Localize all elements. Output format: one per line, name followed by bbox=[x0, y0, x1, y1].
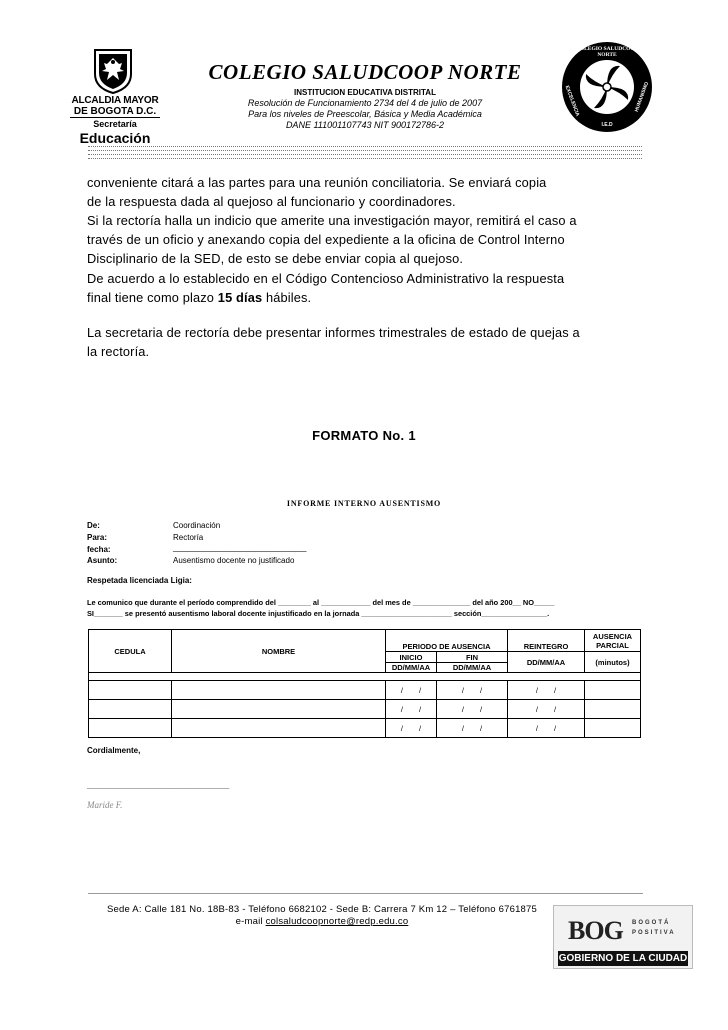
table-row bbox=[89, 681, 641, 700]
informe-title: INFORME INTERNO AUSENTISMO bbox=[286, 499, 442, 508]
alcaldia-line1: ALCALDIA MAYOR bbox=[71, 95, 159, 106]
resolution-line: Resolución de Funcionamiento 2734 del 4 de julio de 2007 bbox=[247, 98, 483, 108]
cedula-cell[interactable] bbox=[89, 700, 172, 719]
p3-line: La secretaria de rectoría debe presentar informes trimestrales de estado de quejas a bbox=[87, 325, 580, 340]
inicio-cell[interactable]: / / bbox=[386, 700, 437, 719]
header-ausencia: AUSENCIA PARCIAL bbox=[585, 630, 641, 652]
header-divider bbox=[88, 154, 642, 155]
header-fin-fmt: DD/MM/AA bbox=[437, 663, 508, 673]
seal-top-text: COLEGIO SALUDCOOP NORTE bbox=[575, 46, 639, 58]
header-fin: FIN bbox=[437, 652, 508, 663]
table-row bbox=[89, 700, 641, 719]
paragraph-3 bbox=[87, 323, 642, 361]
bogota-positiva-logo bbox=[553, 905, 693, 969]
fin-cell[interactable]: / / bbox=[437, 700, 508, 719]
asunto-label: Asunto: bbox=[87, 556, 118, 565]
header-minutos: (minutos) bbox=[585, 652, 641, 673]
reintegro-cell[interactable]: / / bbox=[508, 719, 585, 738]
fecha-label: fecha: bbox=[87, 545, 111, 554]
nombre-cell[interactable] bbox=[172, 700, 386, 719]
reintegro-cell[interactable]: / / bbox=[508, 681, 585, 700]
dane-line: DANE 111001107743 NIT 900172786-2 bbox=[285, 120, 445, 130]
cedula-cell[interactable] bbox=[89, 719, 172, 738]
asunto-value: Ausentismo docente no justificado bbox=[173, 556, 295, 565]
email-prefix: e-mail bbox=[235, 916, 266, 927]
fin-cell[interactable]: / / bbox=[437, 719, 508, 738]
positiva-text: POSITIVA bbox=[632, 930, 676, 936]
p1-line: Disciplinario de la SED, de esto se debe enviar copia al quejoso. bbox=[87, 251, 464, 266]
bog-wordmark: BOG bbox=[568, 916, 623, 945]
p2-line: De acuerdo a lo establecido en el Código Contencioso Administrativo la respuesta bbox=[87, 271, 565, 286]
signature-mark: Maride F. bbox=[87, 800, 123, 810]
seal-left-text: EXCELENCIA bbox=[563, 84, 581, 118]
coat-of-arms-logo bbox=[92, 48, 134, 94]
alcaldia-block bbox=[70, 95, 160, 146]
formato-title: FORMATO No. 1 bbox=[312, 428, 416, 443]
p3-line: la rectoría. bbox=[87, 344, 150, 359]
p2-text: final tiene como plazo bbox=[87, 290, 218, 305]
signature-line: ________________________________ bbox=[87, 781, 230, 790]
header-reintegro: REINTEGRO bbox=[508, 630, 585, 652]
p1-line: de la respuesta dada al quejoso al funcionario y coordinadores. bbox=[87, 194, 456, 209]
gobierno-banner: GOBIERNO DE LA CIUDAD bbox=[558, 953, 688, 964]
p1-line: Si la rectoría halla un indicio que amerite una investigación mayor, remitirá el caso a bbox=[87, 213, 577, 228]
paragraph-2 bbox=[87, 269, 642, 307]
header-inicio: INICIO bbox=[386, 652, 437, 663]
reintegro-cell[interactable]: / / bbox=[508, 700, 585, 719]
footer-address: Sede A: Calle 181 No. 18B-83 - Teléfono 6682102 - Sede B: Carrera 7 Km 12 – Teléfono 6761875 bbox=[107, 904, 537, 915]
p1-line: través de un oficio y anexando copia del expediente a la oficina de Control Interno bbox=[87, 232, 565, 247]
greeting: Respetada licenciada Ligia: bbox=[87, 576, 192, 585]
inicio-cell[interactable]: / / bbox=[386, 681, 437, 700]
ausencia-cell[interactable] bbox=[585, 719, 641, 738]
de-label: De: bbox=[87, 521, 100, 530]
school-title: COLEGIO SALUDCOOP NORTE bbox=[208, 60, 522, 84]
report-text-line2: SI_______ se presentó ausentismo laboral docente injustificado en la jornada ______________________ sección________________. bbox=[87, 609, 550, 618]
absence-table bbox=[88, 629, 641, 738]
inicio-cell[interactable]: / / bbox=[386, 719, 437, 738]
footer-email-line bbox=[87, 916, 557, 927]
report-text-line1: Le comunico que durante el período comprendido del ________ al ____________ del mes de ______________ del año 200__ NO_____ bbox=[87, 598, 555, 607]
p2-bold-days: 15 días bbox=[217, 290, 263, 305]
nombre-cell[interactable] bbox=[172, 681, 386, 700]
bogota-text: BOGOTÁ bbox=[632, 920, 671, 926]
nombre-cell[interactable] bbox=[172, 719, 386, 738]
p2-line bbox=[87, 288, 642, 307]
alcaldia-line2: DE BOGOTA D.C. bbox=[70, 106, 160, 118]
secretaria-label: Secretaría bbox=[93, 119, 137, 129]
institution-line: INSTITUCION EDUCATIVA DISTRITAL bbox=[294, 88, 436, 97]
fin-cell[interactable]: / / bbox=[437, 681, 508, 700]
p2-text: hábiles. bbox=[262, 290, 312, 305]
seal-right-text: HUMANISMO bbox=[633, 81, 651, 113]
closing: Cordialmente, bbox=[87, 746, 141, 755]
header-divider bbox=[88, 158, 642, 159]
header-inicio-fmt: DD/MM/AA bbox=[386, 663, 437, 673]
p1-line: conveniente citará a las partes para una reunión conciliatoria. Se enviará copia bbox=[87, 175, 547, 190]
para-label: Para: bbox=[87, 533, 108, 542]
paragraph-1 bbox=[87, 173, 642, 268]
school-seal-logo bbox=[560, 40, 654, 134]
header-divider bbox=[88, 146, 642, 147]
educacion-label: Educación bbox=[79, 130, 151, 146]
cedula-cell[interactable] bbox=[89, 681, 172, 700]
header-nombre: NOMBRE bbox=[172, 630, 386, 673]
de-value: Coordinación bbox=[173, 521, 221, 530]
header-divider bbox=[88, 150, 642, 151]
table-row bbox=[89, 719, 641, 738]
email-link[interactable]: colsaludcoopnorte@redp.edu.co bbox=[265, 916, 409, 927]
levels-line: Para los niveles de Preescolar, Básica y Media Académica bbox=[248, 109, 482, 119]
para-value: Rectoría bbox=[173, 533, 204, 542]
seal-bottom-text: I.E.D bbox=[601, 122, 613, 128]
ausencia-cell[interactable] bbox=[585, 700, 641, 719]
header-reintegro-fmt: DD/MM/AA bbox=[508, 652, 585, 673]
fecha-value: ______________________________ bbox=[173, 543, 307, 552]
header-periodo: PERIODO DE AUSENCIA bbox=[386, 630, 508, 652]
header-cedula: CEDULA bbox=[89, 630, 172, 673]
ausencia-cell[interactable] bbox=[585, 681, 641, 700]
footer-divider bbox=[88, 893, 643, 894]
